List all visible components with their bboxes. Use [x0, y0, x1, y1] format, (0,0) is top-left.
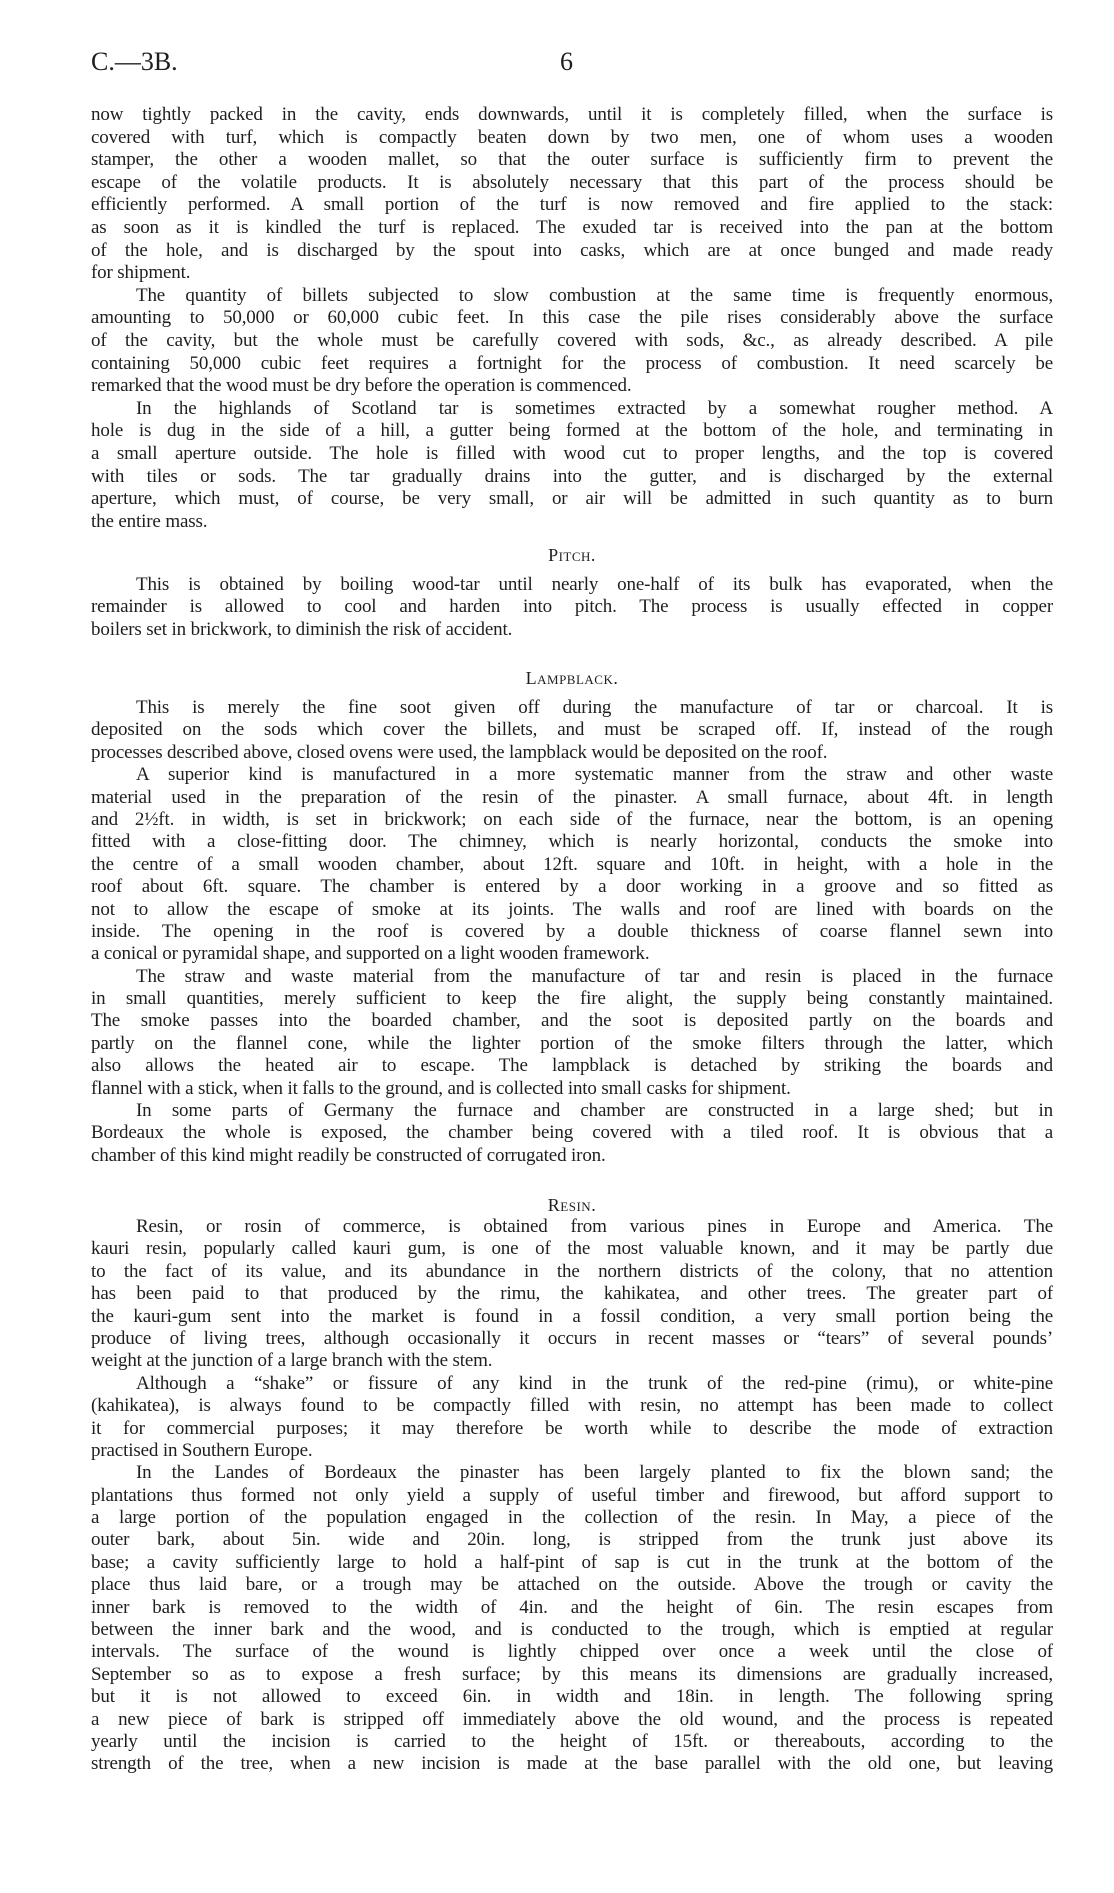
- text-line: The smoke passes into the boarded chamber, and the soot is deposited partly on the boards and: [91, 1010, 1053, 1032]
- text-line: Resin, or rosin of commerce, is obtained from various pines in Europe and America. The: [136, 1216, 1053, 1237]
- text-line: of the hole, and is discharged by the spout into casks, which are at once bunged and made ready: [91, 239, 1053, 261]
- document-reference: C.—3B.: [91, 47, 178, 76]
- text-line: aperture, which must, of course, be very small, or air will be admitted in such quantity as to burn: [91, 488, 1053, 510]
- section-heading: Pitch.: [548, 545, 596, 565]
- text-line: and 2½ft. in width, is set in brickwork; on each side of the furnace, near the bottom, is an opening: [91, 808, 1053, 830]
- text-line: material used in the preparation of the resin of the pinaster. A small furnace, about 4ft. in length: [91, 786, 1053, 808]
- text-line: containing 50,000 cubic feet requires a fortnight for the process of combustion. It need scarcely be: [91, 352, 1053, 374]
- text-line: inside. The opening in the roof is covered by a double thickness of coarse flannel sewn into: [91, 920, 1053, 942]
- text-line: of the cavity, but the whole must be carefully covered with sods, &c., as already described. A pile: [91, 329, 1053, 351]
- text-line: in small quantities, merely sufficient to keep the fire alight, the supply being constantly maintained.: [91, 988, 1053, 1010]
- text-line: fitted with a close-fitting door. The chimney, which is nearly horizontal, conducts the smoke into: [91, 831, 1053, 853]
- text-line: base; a cavity sufficiently large to hold a half-pint of sap is cut in the trunk at the bottom of the: [91, 1551, 1053, 1573]
- text-line: The straw and waste material from the manufacture of tar and resin is placed in the furnace: [136, 965, 1053, 987]
- text-line: roof about 6ft. square. The chamber is entered by a door working in a groove and so fitted as: [91, 876, 1053, 898]
- text-line: a new piece of bark is stripped off immediately above the old wound, and the process is repeated: [91, 1708, 1053, 1730]
- text-line: the entire mass.: [91, 510, 208, 532]
- text-line: escape of the volatile products. It is absolutely necessary that this part of the process should be: [91, 171, 1053, 193]
- text-line: practised in Southern Europe.: [91, 1439, 313, 1461]
- paragraph: [91, 574, 1053, 641]
- text-line: September so as to expose a fresh surface; by this means its dimensions are gradually increased,: [91, 1663, 1053, 1685]
- text-line: This is obtained by boiling wood-tar until nearly one-half of its bulk has evaporated, when the: [136, 574, 1053, 595]
- section-heading: Resin.: [547, 1195, 597, 1215]
- paragraph: [91, 1216, 1053, 1373]
- text-line: for shipment.: [91, 262, 191, 284]
- text-line: kauri resin, popularly called kauri gum, is one of the most valuable known, and it may be partly due: [91, 1238, 1053, 1260]
- text-line: yearly until the incision is carried to the height of 15ft. or thereabouts, according to the: [91, 1730, 1053, 1752]
- text-line: to the fact of its value, and its abundance in the northern districts of the colony, that no attention: [91, 1260, 1053, 1282]
- text-line: also allows the heated air to escape. The lampblack is detached by striking the boards and: [91, 1055, 1053, 1077]
- text-line: outer bark, about 5in. wide and 20in. long, is stripped from the trunk just above its: [91, 1529, 1053, 1551]
- paragraph: [91, 285, 1053, 398]
- paragraph: [91, 104, 1053, 285]
- text-line: with tiles or sods. The tar gradually drains into the gutter, and is discharged by the external: [91, 465, 1053, 487]
- text-line: it for commercial purposes; it may therefore be worth while to describe the mode of extraction: [91, 1417, 1053, 1439]
- text-line: amounting to 50,000 or 60,000 cubic feet. In this case the pile rises considerably above the surface: [91, 307, 1053, 329]
- text-line: hole is dug in the side of a hill, a gutter being formed at the bottom of the hole, and terminating in: [91, 420, 1053, 442]
- text-line: remainder is allowed to cool and harden into pitch. The process is usually effected in copper: [91, 596, 1053, 618]
- text-line: but it is not allowed to exceed 6in. in width and 18in. in length. The following spring: [91, 1686, 1053, 1708]
- text-line: chamber of this kind might readily be constructed of corrugated iron.: [91, 1144, 606, 1166]
- text-line: not to allow the escape of smoke at its joints. The walls and roof are lined with boards on the: [91, 898, 1053, 920]
- text-line: Bordeaux the whole is exposed, the chamber being covered with a tiled roof. It is obvious that a: [91, 1122, 1053, 1144]
- text-line: Although a “shake” or fissure of any kind in the trunk of the red-pine (rimu), or white-pine: [136, 1372, 1053, 1394]
- text-line: processes described above, closed ovens were used, the lampblack would be deposited on the roof.: [91, 741, 828, 763]
- text-line: now tightly packed in the cavity, ends downwards, until it is completely filled, when the surface is: [91, 104, 1053, 125]
- text-line: (kahikatea), is always found to be compactly filled with resin, no attempt has been made to collect: [91, 1395, 1053, 1417]
- text-line: stamper, the other a wooden mallet, so that the outer surface is sufficiently firm to prevent the: [91, 149, 1053, 171]
- paragraph: [91, 1373, 1053, 1463]
- text-line: In the Landes of Bordeaux the pinaster has been largely planted to fix the blown sand; the: [136, 1462, 1053, 1484]
- text-line: inner bark is removed to the width of 4in. and the height of 6in. The resin escapes from: [91, 1596, 1053, 1618]
- text-line: The quantity of billets subjected to slow combustion at the same time is frequently enormous,: [136, 284, 1053, 306]
- text-line: In the highlands of Scotland tar is sometimes extracted by a somewhat rougher method. A: [136, 397, 1053, 419]
- text-line: strength of the tree, when a new incision is made at the base parallel with the old one, but leaving: [91, 1753, 1053, 1775]
- paragraph: [91, 966, 1053, 1100]
- text-line: flannel with a stick, when it falls to the ground, and is collected into small casks for shipment.: [91, 1077, 791, 1099]
- section-heading: Lampblack.: [525, 668, 619, 688]
- text-line: deposited on the sods which cover the billets, and must be scraped off. If, instead of the rough: [91, 719, 1053, 741]
- text-line: the kauri-gum sent into the market is found in a fossil condition, a very small portion being the: [91, 1305, 1053, 1327]
- text-line: a small aperture outside. The hole is filled with wood cut to proper lengths, and the top is covered: [91, 442, 1053, 464]
- paragraph: [91, 764, 1053, 966]
- paragraph: [91, 398, 1053, 534]
- text-line: efficiently performed. A small portion of the turf is now removed and fire applied to the stack:: [91, 194, 1053, 216]
- text-line: A superior kind is manufactured in a more systematic manner from the straw and other waste: [136, 764, 1053, 786]
- text-line: a conical or pyramidal shape, and supported on a light wooden framework.: [91, 943, 650, 965]
- text-line: partly on the flannel cone, while the lighter portion of the smoke filters through the latter, which: [91, 1032, 1053, 1054]
- text-line: weight at the junction of a large branch with the stem.: [91, 1350, 493, 1372]
- text-line: This is merely the fine soot given off during the manufacture of tar or charcoal. It is: [136, 697, 1053, 718]
- text-line: remarked that the wood must be dry before the operation is commenced.: [91, 375, 632, 397]
- text-line: has been paid to that produced by the rimu, the kahikatea, and other trees. The greater part of: [91, 1283, 1053, 1305]
- text-line: covered with turf, which is compactly beaten down by two men, one of whom uses a wooden: [91, 126, 1053, 148]
- text-line: between the inner bark and the wood, and is conducted to the trough, which is emptied at regular: [91, 1619, 1053, 1641]
- text-line: a large portion of the population engaged in the collection of the resin. In May, a piece of the: [91, 1507, 1053, 1529]
- text-line: plantations thus formed not only yield a supply of useful timber and firewood, but afford support to: [91, 1484, 1053, 1506]
- text-line: as soon as it is kindled the turf is replaced. The exuded tar is received into the pan at the bottom: [91, 216, 1053, 238]
- text-line: intervals. The surface of the wound is lightly chipped over once a week until the close of: [91, 1641, 1053, 1663]
- paragraph: [91, 1100, 1053, 1167]
- text-line: In some parts of Germany the furnace and chamber are constructed in a large shed; but in: [136, 1100, 1053, 1122]
- page-number: 6: [560, 47, 573, 76]
- text-line: produce of living trees, although occasionally it occurs in recent masses or “tears” of several pounds’: [91, 1327, 1053, 1349]
- text-line: place thus laid bare, or a trough may be attached on the outside. Above the trough or cavity the: [91, 1574, 1053, 1596]
- text-line: the centre of a small wooden chamber, about 12ft. square and 10ft. in height, with a hole in the: [91, 853, 1053, 875]
- paragraph: [91, 697, 1053, 764]
- text-line: boilers set in brickwork, to diminish the risk of accident.: [91, 618, 513, 640]
- paragraph: [91, 1462, 1053, 1775]
